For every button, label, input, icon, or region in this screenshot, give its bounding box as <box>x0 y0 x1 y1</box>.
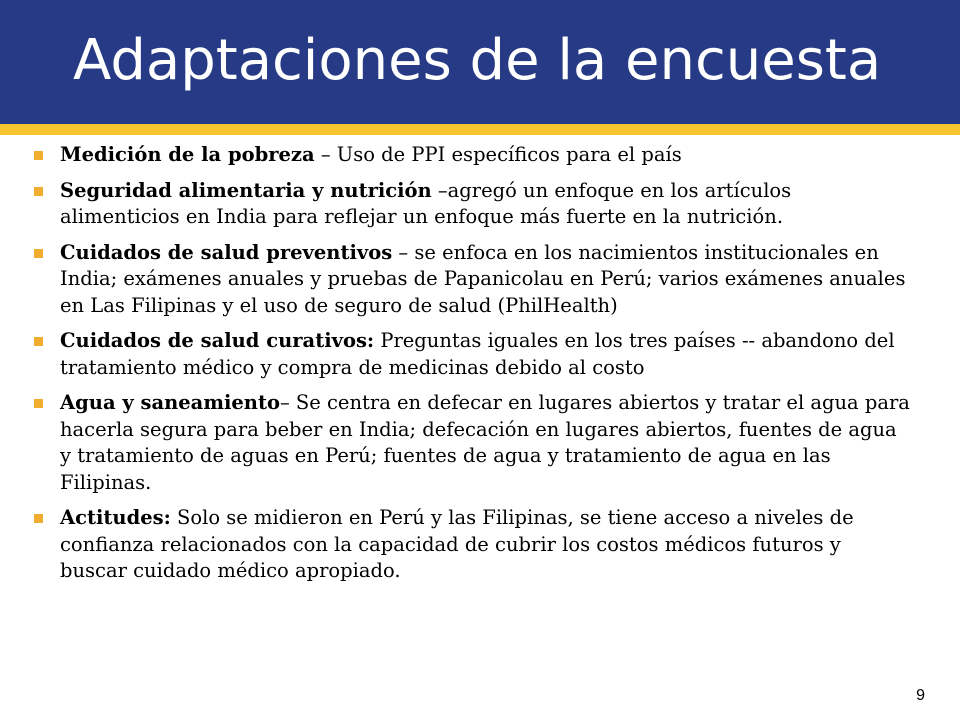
square-bullet-icon <box>34 151 43 160</box>
bullet-lead: Agua y saneamiento <box>60 391 280 414</box>
accent-band <box>0 124 960 135</box>
slide-title: Adaptaciones de la encuesta <box>73 28 882 93</box>
bullet-item <box>30 178 910 231</box>
bullet-lead: Actitudes: <box>60 506 171 529</box>
bullet-item <box>30 328 910 381</box>
bullet-text: – Uso de PPI específicos para el país <box>314 143 682 166</box>
square-bullet-icon <box>34 249 43 258</box>
bullet-item <box>30 240 910 320</box>
square-bullet-icon <box>34 337 43 346</box>
bullet-text: Solo se midieron en Perú y las Filipinas, se tiene acceso a niveles de confianza relacionados con la capacidad de cubrir los costos médicos futuros y buscar cuidado médico apropiado. <box>60 506 854 582</box>
bullet-text: – Se centra en defecar en lugares abiertos y tratar el agua para hacerla segura para beber en India; defecación en lugares abiertos, fuentes de agua y tratamiento de aguas en Perú; fuentes de agua y tratamiento de agua en las Filipinas. <box>60 391 910 494</box>
bullet-lead: Cuidados de salud curativos: <box>60 329 375 352</box>
bullet-lead: Cuidados de salud preventivos <box>60 240 393 264</box>
bullet-lead: Medición de la pobreza <box>60 143 315 166</box>
bullet-text: – se enfoca en los nacimientos institucionales en India; exámenes anuales y pruebas de Papanicolau en Perú; varios exámenes anuales en Las Filipinas y el uso de seguro de salud (PhilHealth) <box>60 240 906 317</box>
square-bullet-icon <box>34 399 43 408</box>
bullet-lead: Seguridad alimentaria y nutrición <box>60 178 432 202</box>
bullet-text: –agregó un enfoque en los artículos alimenticios en India para reflejar un enfoque más fuerte en la nutrición. <box>60 178 792 228</box>
bullet-text: Preguntas iguales en los tres países -- abandono del tratamiento médico y compra de medicinas debido al costo <box>60 329 895 379</box>
square-bullet-icon <box>34 514 43 523</box>
bullet-item <box>30 390 910 496</box>
bullet-list <box>30 142 910 594</box>
title-bar <box>0 0 960 124</box>
square-bullet-icon <box>34 187 43 196</box>
bullet-item <box>30 505 910 585</box>
slide-number: 9 <box>916 687 925 704</box>
bullet-item <box>30 142 910 169</box>
